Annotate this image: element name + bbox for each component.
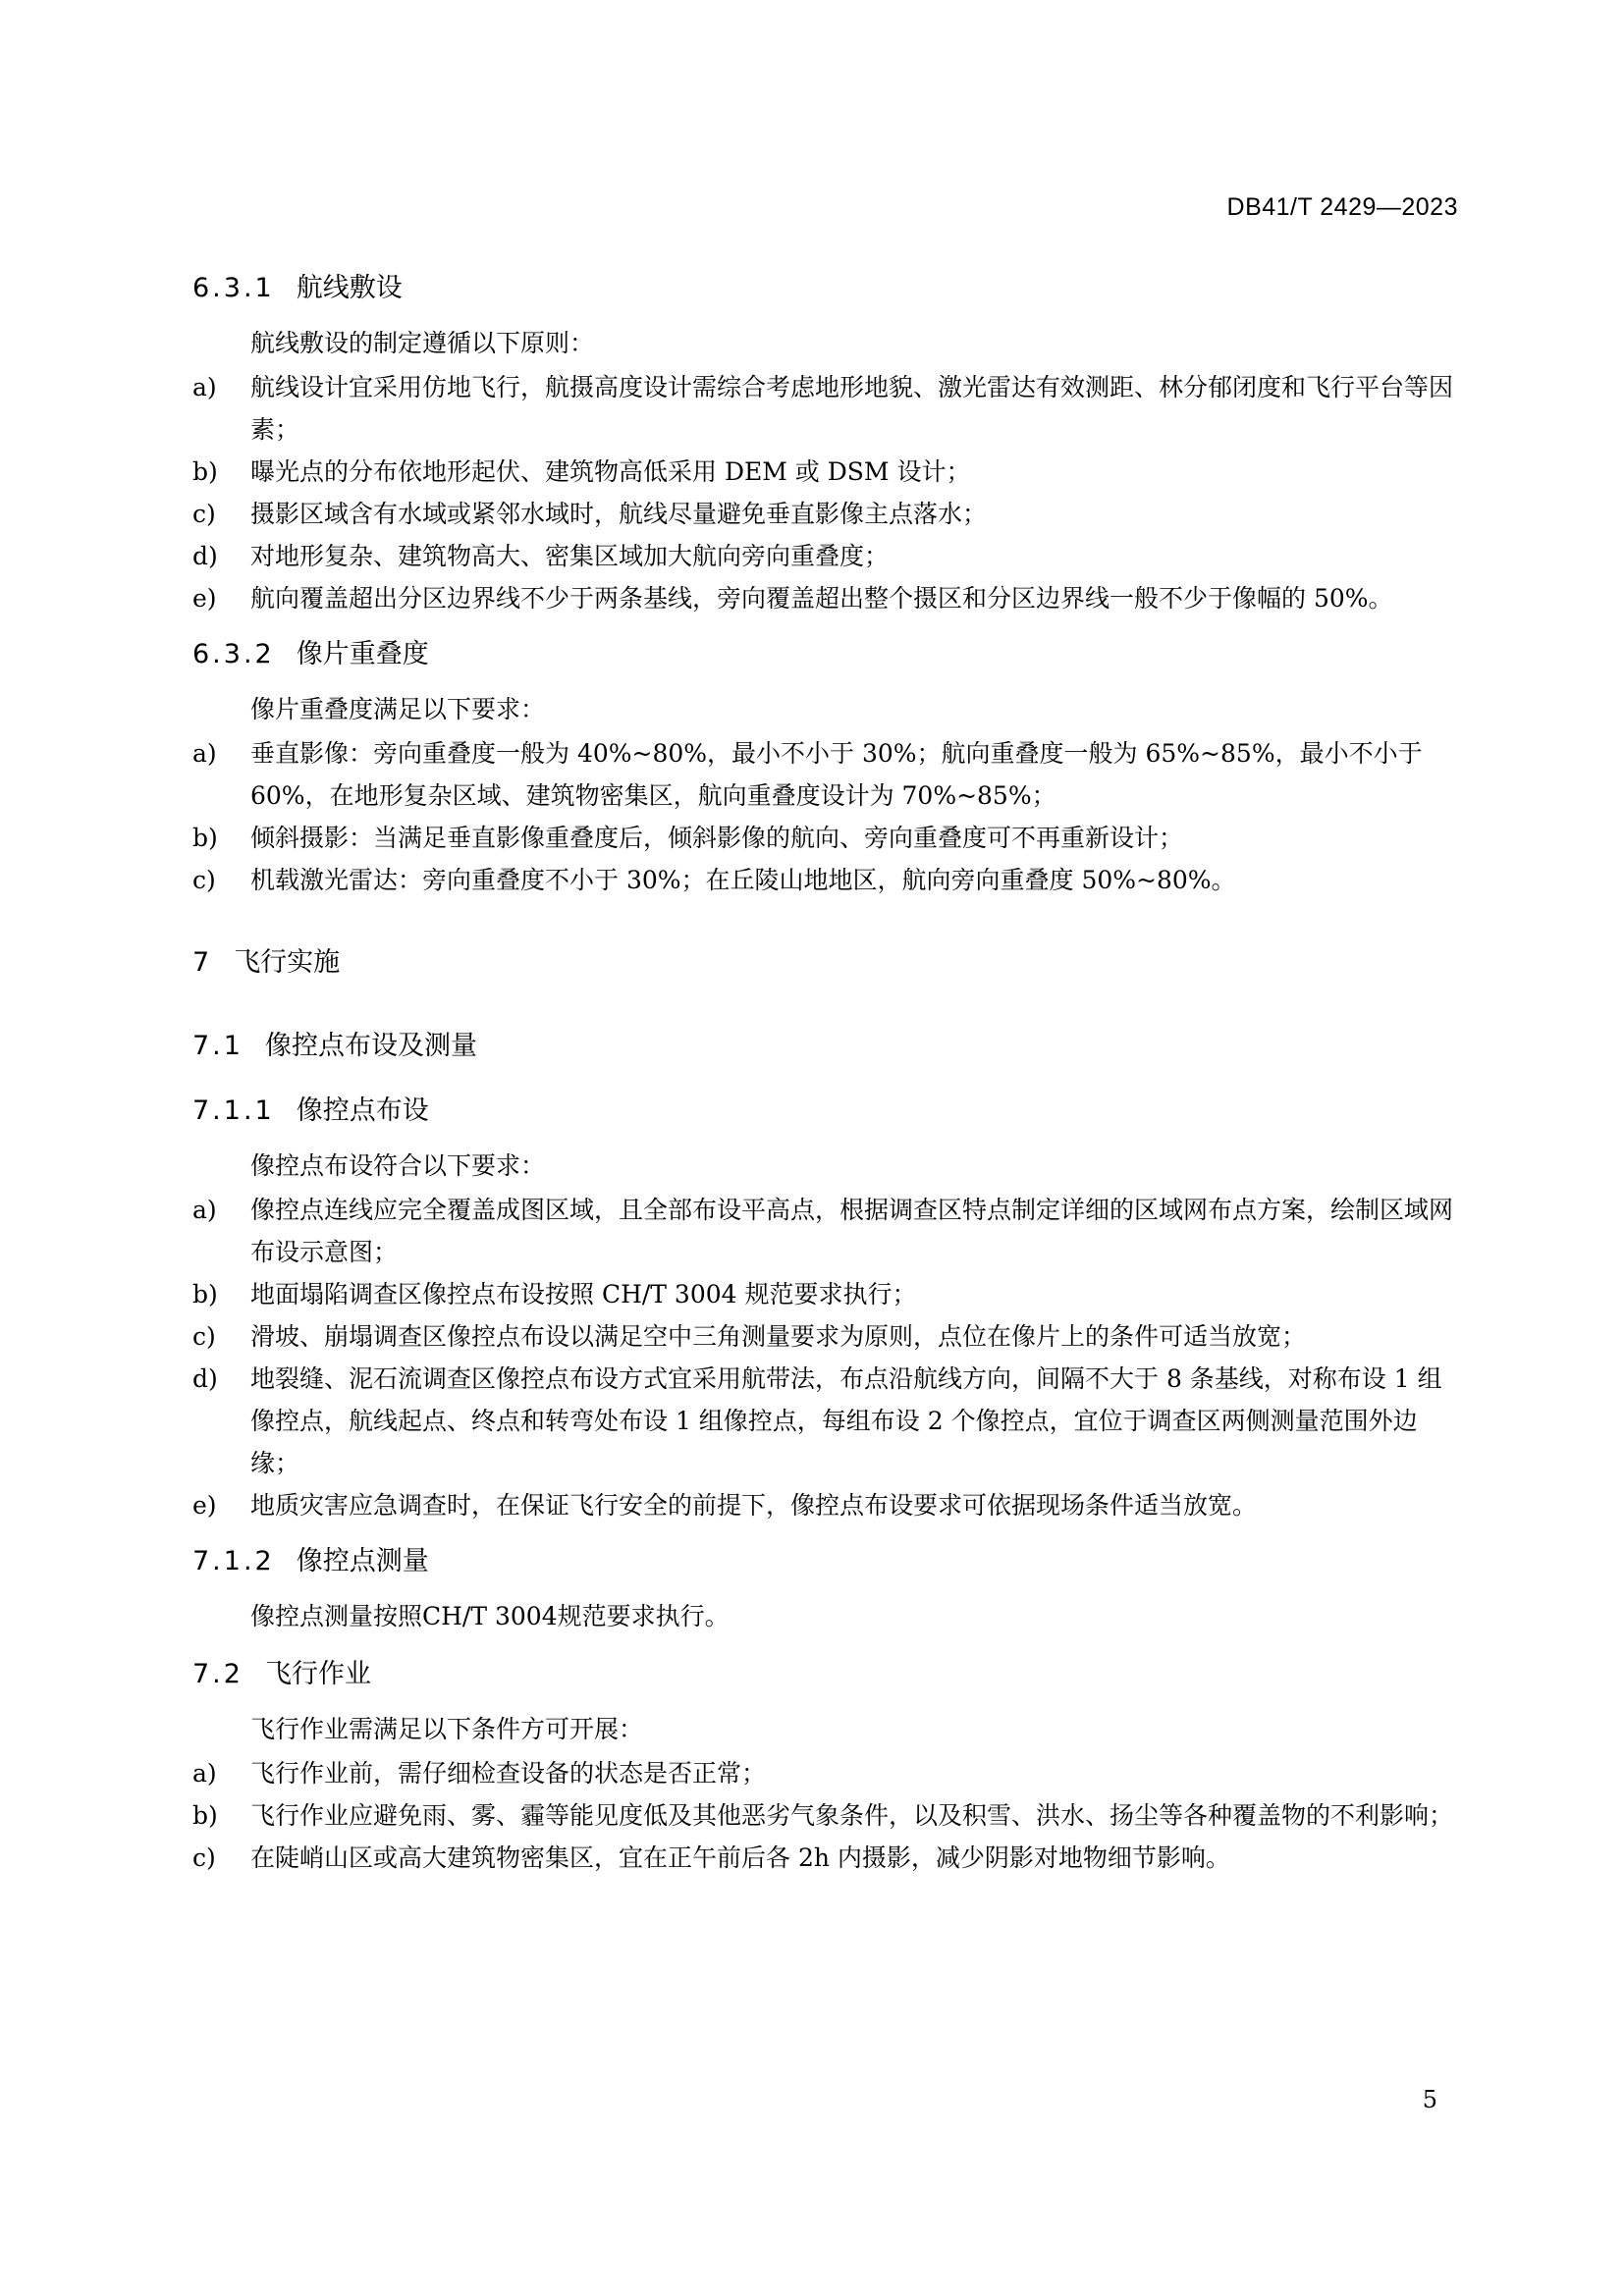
list-text: 滑坡、崩塌调查区像控点布设以满足空中三角测量要求为原则，点位在像片上的条件可适当放宽； [250, 1322, 1307, 1351]
page-content [192, 265, 1459, 1879]
heading-number: 7.1.1 [192, 1095, 275, 1126]
heading-title: 像控点布设 [296, 1095, 429, 1126]
list-text: 在陡峭山区或高大建筑物密集区，宜在正午前后各 2h 内摄影，减少阴影对地物细节影响。 [250, 1843, 1230, 1872]
list-item [192, 1752, 1459, 1794]
list-item [192, 535, 1459, 577]
list-label: c) [192, 1322, 216, 1351]
list-label: c) [192, 1843, 216, 1872]
list-label: b) [192, 824, 218, 852]
list-item [192, 1794, 1459, 1837]
list-item [192, 859, 1459, 901]
paragraph-intro: 像控点布设符合以下要求： [250, 1151, 546, 1180]
list-item [192, 817, 1459, 859]
list-label: a) [192, 373, 217, 401]
list-text: 曝光点的分布依地形起伏、建筑物高低采用 DEM 或 DSM 设计； [250, 457, 971, 486]
heading-title: 航线敷设 [296, 273, 403, 303]
heading-title: 像控点测量 [296, 1546, 429, 1576]
list-text: 地面塌陷调查区像控点布设按照 CH/T 3004 规范要求执行； [250, 1280, 917, 1308]
list-text: 机载激光雷达：旁向重叠度不小于 30%；在丘陵山地地区，航向旁向重叠度 50%~80%。 [250, 866, 1236, 894]
list-text: 航线设计宜采用仿地飞行，航摄高度设计需综合考虑地形地貌、激光雷达有效测距、林分郁闭度和飞行平台等因素； [250, 373, 1454, 444]
list-item [192, 493, 1459, 535]
list-item [192, 1484, 1459, 1526]
heading-7-1-1 [192, 1091, 1459, 1132]
list-label: d) [192, 542, 218, 570]
heading-number: 7.2 [192, 1659, 244, 1689]
list-item [192, 366, 1459, 451]
list-text: 像控点连线应完全覆盖成图区域，且全部布设平高点，根据调查区特点制定详细的区域网布点方案，绘制区域网布设示意图； [250, 1196, 1454, 1266]
list-item [192, 451, 1459, 493]
heading-number: 6.3.1 [192, 273, 275, 303]
paragraph-intro: 航线敷设的制定遵循以下原则： [250, 329, 595, 357]
heading-title: 飞行实施 [234, 947, 341, 978]
list-text: 对地形复杂、建筑物高大、密集区域加大航向旁向重叠度； [250, 542, 890, 570]
paragraph-body: 像控点测量按照CH/T 3004规范要求执行。 [250, 1602, 730, 1630]
page-number: 5 [1422, 2086, 1437, 2113]
list-label: a) [192, 1759, 217, 1788]
heading-7-1-2 [192, 1541, 1459, 1582]
list-label: d) [192, 1364, 218, 1393]
list-text: 航向覆盖超出分区边界线不少于两条基线，旁向覆盖超出整个摄区和分区边界线一般不少于像幅的 50%。 [250, 584, 1393, 613]
list-item [192, 1189, 1459, 1273]
heading-number: 6.3.2 [192, 639, 275, 669]
list-text: 地裂缝、泥石流调查区像控点布设方式宜采用航带法，布点沿航线方向，间隔不大于 8 条基线，对称布设 1 组像控点，航线起点、终点和转弯处布设 1 组像控点，每组布设 2 个像控点，宜位于调查区两侧测量范围外边缘； [250, 1364, 1442, 1477]
list-text: 地质灾害应急调查时，在保证飞行安全的前提下，像控点布设要求可依据现场条件适当放宽。 [250, 1491, 1258, 1520]
list-item [192, 1358, 1459, 1484]
list-item [192, 1315, 1459, 1358]
heading-number: 7 [192, 947, 213, 978]
list-6-3-1 [192, 366, 1459, 619]
list-label: b) [192, 457, 218, 486]
heading-title: 像片重叠度 [296, 639, 429, 669]
list-text: 飞行作业应避免雨、雾、霾等能见度低及其他恶劣气象条件，以及积雪、洪水、扬尘等各种覆盖物的不利影响； [250, 1801, 1454, 1830]
list-label: e) [192, 1491, 217, 1520]
heading-7-1 [192, 1026, 1459, 1067]
list-item [192, 732, 1459, 817]
list-text: 摄影区域含有水域或紧邻水域时，航线尽量避免垂直影像主点落水； [250, 500, 988, 528]
list-label: a) [192, 1196, 217, 1224]
list-label: c) [192, 866, 216, 894]
list-label: e) [192, 584, 217, 613]
list-7-2 [192, 1752, 1459, 1879]
heading-6-3-1 [192, 268, 1459, 309]
list-text: 倾斜摄影：当满足垂直影像重叠度后，倾斜影像的航向、旁向重叠度可不再重新设计； [250, 824, 1184, 852]
heading-title: 像控点布设及测量 [264, 1031, 477, 1061]
list-label: b) [192, 1280, 218, 1308]
heading-6-3-2 [192, 634, 1459, 675]
list-item [192, 577, 1459, 619]
list-text: 飞行作业前，需仔细检查设备的状态是否正常； [250, 1759, 767, 1788]
heading-number: 7.1 [192, 1031, 244, 1061]
list-7-1-1 [192, 1189, 1459, 1526]
heading-number: 7.1.2 [192, 1546, 275, 1576]
list-item [192, 1837, 1459, 1879]
list-item [192, 1273, 1459, 1315]
paragraph-intro: 像片重叠度满足以下要求： [250, 695, 546, 723]
heading-title: 飞行作业 [264, 1659, 371, 1689]
list-label: a) [192, 739, 217, 768]
heading-7 [192, 942, 1459, 984]
list-label: c) [192, 500, 216, 528]
paragraph-intro: 飞行作业需满足以下条件方可开展： [250, 1715, 644, 1743]
heading-7-2 [192, 1654, 1459, 1695]
list-label: b) [192, 1801, 218, 1830]
list-text: 垂直影像：旁向重叠度一般为 40%~80%，最小不小于 30%；航向重叠度一般为 65%~85%，最小不小于 60%，在地形复杂区域、建筑物密集区，航向重叠度设计为 70%~85%； [250, 739, 1423, 810]
document-code: DB41/T 2429—2023 [1226, 193, 1458, 221]
list-6-3-2 [192, 732, 1459, 901]
